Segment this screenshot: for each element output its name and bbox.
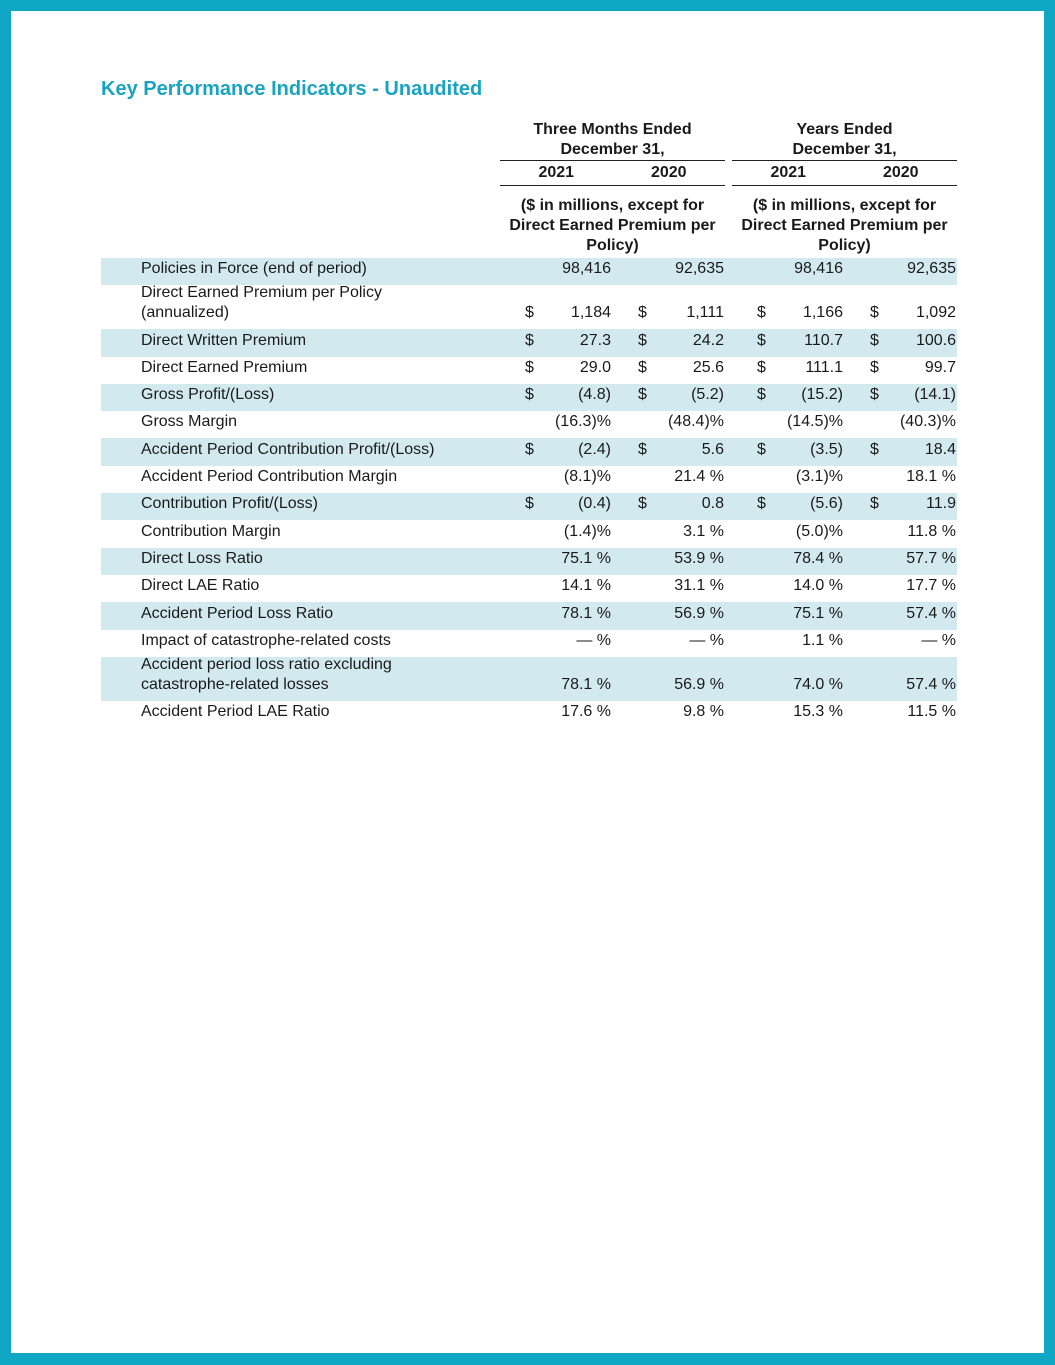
cell-value: 25.6 (692, 358, 724, 376)
row-label: Policies in Force (end of period) (141, 260, 367, 278)
kpi-table (101, 258, 957, 728)
table-row (101, 701, 957, 728)
row-label: Accident Period Contribution Profit/(Loss) (141, 440, 435, 458)
currency-symbol: $ (757, 331, 766, 349)
currency-symbol: $ (525, 331, 534, 349)
cell-value: (14.5)% (786, 413, 843, 431)
cell-value: (2.4) (578, 440, 611, 458)
table-row (101, 285, 957, 329)
table-row (101, 329, 957, 356)
cell-value: 57.4 % (906, 675, 956, 693)
cell-value: 9.8 % (683, 703, 724, 721)
row-label: Accident period loss ratio excluding catastrophe-related losses (141, 655, 392, 693)
cell-value: 21.4 % (674, 468, 724, 486)
cell-value: (4.8) (578, 386, 611, 404)
cell-value: 5.6 (701, 440, 724, 458)
cell-value: 111.1 (805, 358, 843, 376)
cell-value: 78.1 % (561, 675, 611, 693)
cell-value: 92,635 (675, 260, 724, 278)
table-row (101, 630, 957, 657)
year-header: 2020 (882, 164, 919, 181)
cell-value: 99.7 (924, 358, 956, 376)
year-header: 2020 (650, 164, 687, 181)
row-label: Direct Earned Premium per Policy (annualized) (141, 284, 382, 322)
cell-value: 14.1 % (561, 577, 611, 595)
cell-value: 78.1 % (561, 604, 611, 622)
row-label: Contribution Profit/(Loss) (141, 495, 318, 513)
cell-value: 1,111 (686, 304, 724, 322)
cell-value: (0.4) (578, 495, 611, 513)
cell-value: 100.6 (915, 331, 956, 349)
cell-value: (40.3)% (899, 413, 956, 431)
currency-symbol: $ (525, 495, 534, 513)
table-row (101, 602, 957, 629)
cell-value: 24.2 (692, 331, 724, 349)
currency-symbol: $ (870, 331, 879, 349)
currency-symbol: $ (638, 495, 647, 513)
header-years-ended (732, 120, 957, 161)
row-label: Accident Period LAE Ratio (141, 703, 330, 721)
table-row (101, 548, 957, 575)
cell-value: 15.3 % (793, 703, 843, 721)
cell-value: 0.8 (701, 495, 724, 513)
cell-value: 78.4 % (793, 549, 843, 567)
cell-value: 74.0 % (793, 675, 843, 693)
cell-value: (8.1)% (563, 468, 611, 486)
cell-value: 17.6 % (561, 703, 611, 721)
cell-value: (14.1) (914, 386, 956, 404)
cell-value: 53.9 % (674, 549, 724, 567)
currency-symbol: $ (525, 304, 534, 322)
table-row (101, 520, 957, 547)
header-three-months (500, 120, 725, 161)
table-row (101, 357, 957, 384)
cell-value: — % (689, 631, 724, 649)
currency-symbol: $ (638, 304, 647, 322)
row-label: Direct Written Premium (141, 331, 307, 349)
cell-value: 18.4 (924, 440, 956, 458)
cell-value: 3.1 % (683, 522, 724, 540)
currency-symbol: $ (870, 495, 879, 513)
year-header: 2021 (770, 164, 807, 181)
currency-symbol: $ (757, 440, 766, 458)
currency-symbol: $ (638, 331, 647, 349)
row-label: Accident Period Contribution Margin (141, 468, 398, 486)
currency-symbol: $ (525, 386, 534, 404)
currency-symbol: $ (870, 386, 879, 404)
cell-value: 17.7 % (906, 577, 956, 595)
unit-note-a: ($ in millions, except for Direct Earned Premium per Policy) (509, 197, 716, 254)
currency-symbol: $ (638, 386, 647, 404)
year-header-row-a (500, 163, 725, 186)
row-label: Direct LAE Ratio (141, 577, 260, 595)
row-label: Impact of catastrophe-related costs (141, 631, 391, 649)
cell-value: 11.9 (926, 495, 956, 513)
unit-note-b: ($ in millions, except for Direct Earned Premium per Policy) (741, 197, 948, 254)
currency-symbol: $ (757, 386, 766, 404)
cell-value: (5.2) (691, 386, 724, 404)
row-label: Contribution Margin (141, 522, 281, 540)
cell-value: 27.3 (579, 331, 611, 349)
cell-value: (16.3)% (554, 413, 611, 431)
cell-value: (1.4)% (563, 522, 611, 540)
cell-value: 31.1 % (674, 577, 724, 595)
row-label: Gross Margin (141, 413, 238, 431)
cell-value: 18.1 % (906, 468, 956, 486)
cell-value: 1.1 % (802, 631, 843, 649)
cell-value: 98,416 (794, 260, 843, 278)
table-row (101, 657, 957, 701)
currency-symbol: $ (757, 495, 766, 513)
year-header-row-b (732, 163, 957, 186)
currency-symbol: $ (638, 440, 647, 458)
cell-value: 75.1 % (561, 549, 611, 567)
cell-value: 57.4 % (906, 604, 956, 622)
cell-value: 57.7 % (906, 549, 956, 567)
row-label: Gross Profit/(Loss) (141, 386, 275, 404)
year-header: 2021 (538, 164, 575, 181)
cell-value: (3.5) (810, 440, 843, 458)
currency-symbol: $ (870, 358, 879, 376)
table-row (101, 411, 957, 438)
currency-symbol: $ (870, 304, 879, 322)
cell-value: (48.4)% (667, 413, 724, 431)
cell-value: 29.0 (579, 358, 611, 376)
currency-symbol: $ (525, 358, 534, 376)
cell-value: (3.1)% (795, 468, 843, 486)
cell-value: 56.9 % (674, 604, 724, 622)
cell-value: 1,184 (570, 304, 611, 322)
cell-value: 92,635 (907, 260, 956, 278)
table-row (101, 438, 957, 465)
cell-value: (5.0)% (795, 522, 843, 540)
row-label: Accident Period Loss Ratio (141, 604, 334, 622)
cell-value: 11.8 % (907, 522, 956, 540)
cell-value: — % (921, 631, 956, 649)
cell-value: 14.0 % (793, 577, 843, 595)
currency-symbol: $ (757, 304, 766, 322)
cell-value: 1,166 (802, 304, 843, 322)
cell-value: 11.5 % (907, 703, 956, 721)
header-three-months-label: Three Months Ended December 31, (533, 121, 692, 158)
cell-value: (15.2) (801, 386, 843, 404)
currency-symbol: $ (757, 358, 766, 376)
cell-value: (5.6) (810, 495, 843, 513)
table-row (101, 575, 957, 602)
table-row (101, 493, 957, 520)
table-row (101, 258, 957, 285)
row-label: Direct Earned Premium (141, 358, 308, 376)
cell-value: 75.1 % (793, 604, 843, 622)
table-row (101, 466, 957, 493)
page-title: Key Performance Indicators - Unaudited (101, 78, 483, 100)
currency-symbol: $ (870, 440, 879, 458)
cell-value: 98,416 (562, 260, 611, 278)
header-years-ended-label: Years Ended December 31, (792, 121, 897, 158)
row-label: Direct Loss Ratio (141, 549, 263, 567)
cell-value: 1,092 (915, 304, 956, 322)
currency-symbol: $ (525, 440, 534, 458)
cell-value: 56.9 % (674, 675, 724, 693)
cell-value: 110.7 (804, 331, 843, 349)
currency-symbol: $ (638, 358, 647, 376)
cell-value: — % (576, 631, 611, 649)
table-row (101, 384, 957, 411)
